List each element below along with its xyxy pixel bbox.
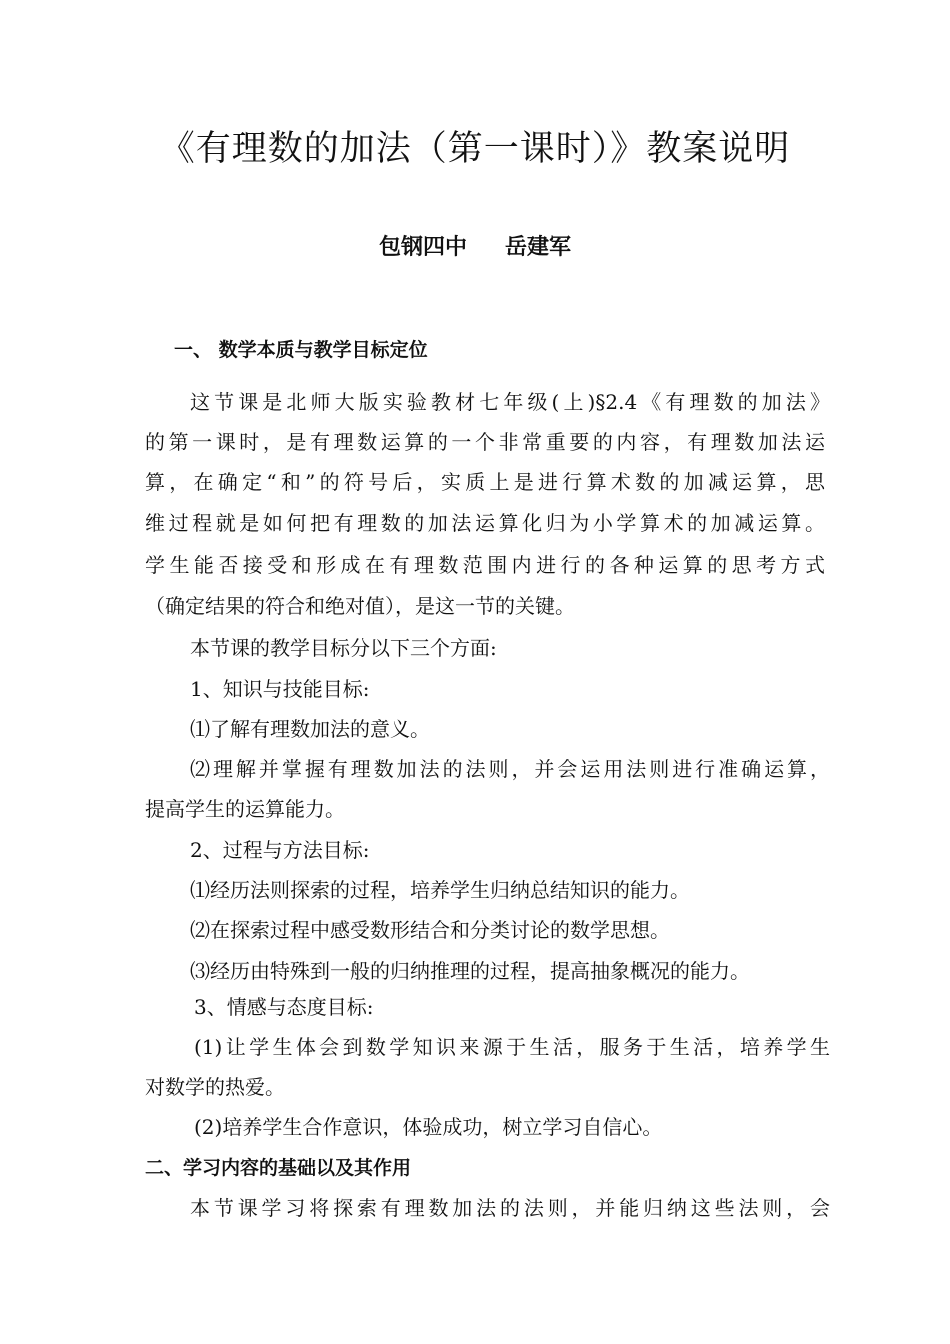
- section2-heading: 二、学习内容的基础以及其作用: [145, 1157, 412, 1179]
- goal2-item: ⑶经历由特殊到一般的归纳推理的过程，提高抽象概况的能力。: [190, 959, 750, 983]
- goal2-item: ⑵在探索过程中感受数形结合和分类讨论的数学思想。: [190, 918, 670, 942]
- goal1-item: ⑴了解有理数加法的意义。: [190, 717, 430, 741]
- paragraph-line: 学生能否接受和形成在有理数范围内进行的各种运算的思考方式: [145, 553, 825, 577]
- paragraph-line: 本节课学习将探索有理数加法的法则，并能归纳这些法则，会: [190, 1196, 830, 1220]
- author-name: 岳建军: [505, 235, 572, 260]
- section1-heading: 一、 数学本质与教学目标定位: [174, 339, 428, 361]
- goal2-item: ⑴经历法则探索的过程，培养学生归纳总结知识的能力。: [190, 878, 690, 902]
- paragraph-line: 算，在确定“和”的符号后，实质上是进行算术数的加减运算，思: [145, 470, 825, 494]
- goal1-item-continued: 提高学生的运算能力。: [145, 797, 345, 821]
- goal1-item: ⑵理解并掌握有理数加法的法则，并会运用法则进行准确运算，: [190, 757, 830, 781]
- paragraph-line: 的第一课时，是有理数运算的一个非常重要的内容，有理数加法运: [145, 430, 825, 454]
- paragraph-line: 这节课是北师大版实验教材七年级(上)§2.4《有理数的加法》: [190, 390, 830, 414]
- goal3-title: 3、情感与态度目标:: [194, 995, 374, 1019]
- paragraph-line: 维过程就是如何把有理数的加法运算化归为小学算术的加减运算。: [145, 511, 825, 535]
- author-line: [0, 230, 950, 266]
- goal1-title: 1、知识与技能目标:: [190, 677, 370, 701]
- goal3-item: (2)培养学生合作意识，体验成功，树立学习自信心。: [194, 1115, 663, 1139]
- document-title: 《有理数的加法（第一课时）》教案说明: [159, 129, 791, 169]
- author-school: 包钢四中: [378, 235, 467, 260]
- goal3-item-continued: 对数学的热爱。: [145, 1075, 285, 1099]
- goals-intro: 本节课的教学目标分以下三个方面:: [190, 636, 497, 660]
- goal3-item: (1)让学生体会到数学知识来源于生活，服务于生活，培养学生: [194, 1035, 830, 1059]
- paragraph-line: （确定结果的符合和绝对值），是这一节的关键。: [145, 594, 575, 618]
- goal2-title: 2、过程与方法目标:: [190, 838, 370, 862]
